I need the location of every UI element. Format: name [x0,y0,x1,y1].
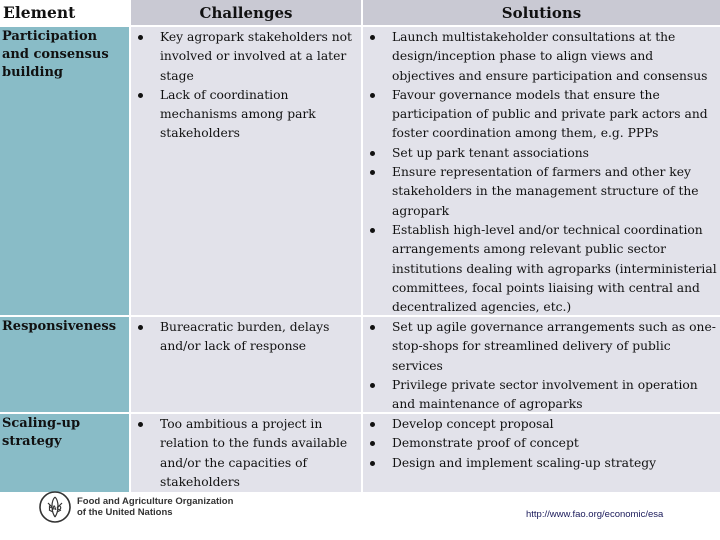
solution-item: Set up agile governance arrangements such as one-stop-shops for streamlined delivery of public services [363,318,720,376]
solution-item: Establish high-level and/or technical coordination arrangements among relevant public sector institutions dealing with agroparks (interministerial committees, focal points liaising with central and decentralized agencies, etc.) [363,221,720,317]
header-solutions-cell [363,0,720,25]
solutions-cell [363,27,720,315]
header-element: Element [3,3,76,22]
fao-logo [39,491,233,523]
solution-item: Design and implement scaling-up strategy [363,454,720,473]
solution-item: Develop concept proposal [363,415,720,434]
solutions-cell [363,414,720,492]
element-cell [0,414,129,492]
solutions-list [363,415,720,473]
solution-item: Ensure representation of farmers and other key stakeholders in the management structure of the agropark [363,163,720,221]
footer-url[interactable]: http://www.fao.org/economic/esa [526,509,664,520]
header-challenges-cell [131,0,361,25]
solution-item: Launch multistakeholder consultations at the design/inception phase to align views and objectives and ensure participation and consensus [363,28,720,86]
challenges-list [131,415,361,492]
header-solutions: Solutions [501,3,582,22]
challenges-cell [131,414,361,492]
table-row [0,27,720,315]
table-row [0,414,720,492]
fao-name-line2: of the United Nations [77,507,173,518]
element-label: Scaling-up strategy [2,416,81,449]
header-challenges: Challenges [199,3,293,22]
solution-item: Demonstrate proof of concept [363,434,720,453]
challenges-list [131,28,361,144]
table-header-row [0,0,720,25]
challenges-cell [131,27,361,315]
solutions-list [363,318,720,414]
solutions-cell [363,317,720,412]
fao-name [77,496,233,518]
svg-text:FAO: FAO [48,505,62,512]
header-element-cell [0,0,129,25]
element-label: Responsiveness [2,319,117,334]
challenge-item: Bureacratic burden, delays and/or lack of response [131,318,361,357]
challenge-item: Too ambitious a project in relation to the funds available and/or the capacities of stakeholders [131,415,361,492]
challenge-item: Lack of coordination mechanisms among park stakeholders [131,86,361,144]
element-cell [0,317,129,412]
table-row [0,317,720,412]
challenge-item: Key agropark stakeholders not involved or involved at a later stage [131,28,361,86]
solution-item: Favour governance models that ensure the participation of public and private park actors and foster coordination among them, e.g. PPPs [363,86,720,144]
element-cell [0,27,129,315]
challenges-list [131,318,361,357]
challenges-cell [131,317,361,412]
fao-name-line1: Food and Agriculture Organization [77,496,234,507]
solutions-list [363,28,720,317]
solution-item: Privilege private sector involvement in operation and maintenance of agroparks [363,376,720,415]
solution-item: Set up park tenant associations [363,144,720,163]
fao-emblem-icon [39,491,71,523]
element-label: Participation and consensus building [2,29,109,80]
